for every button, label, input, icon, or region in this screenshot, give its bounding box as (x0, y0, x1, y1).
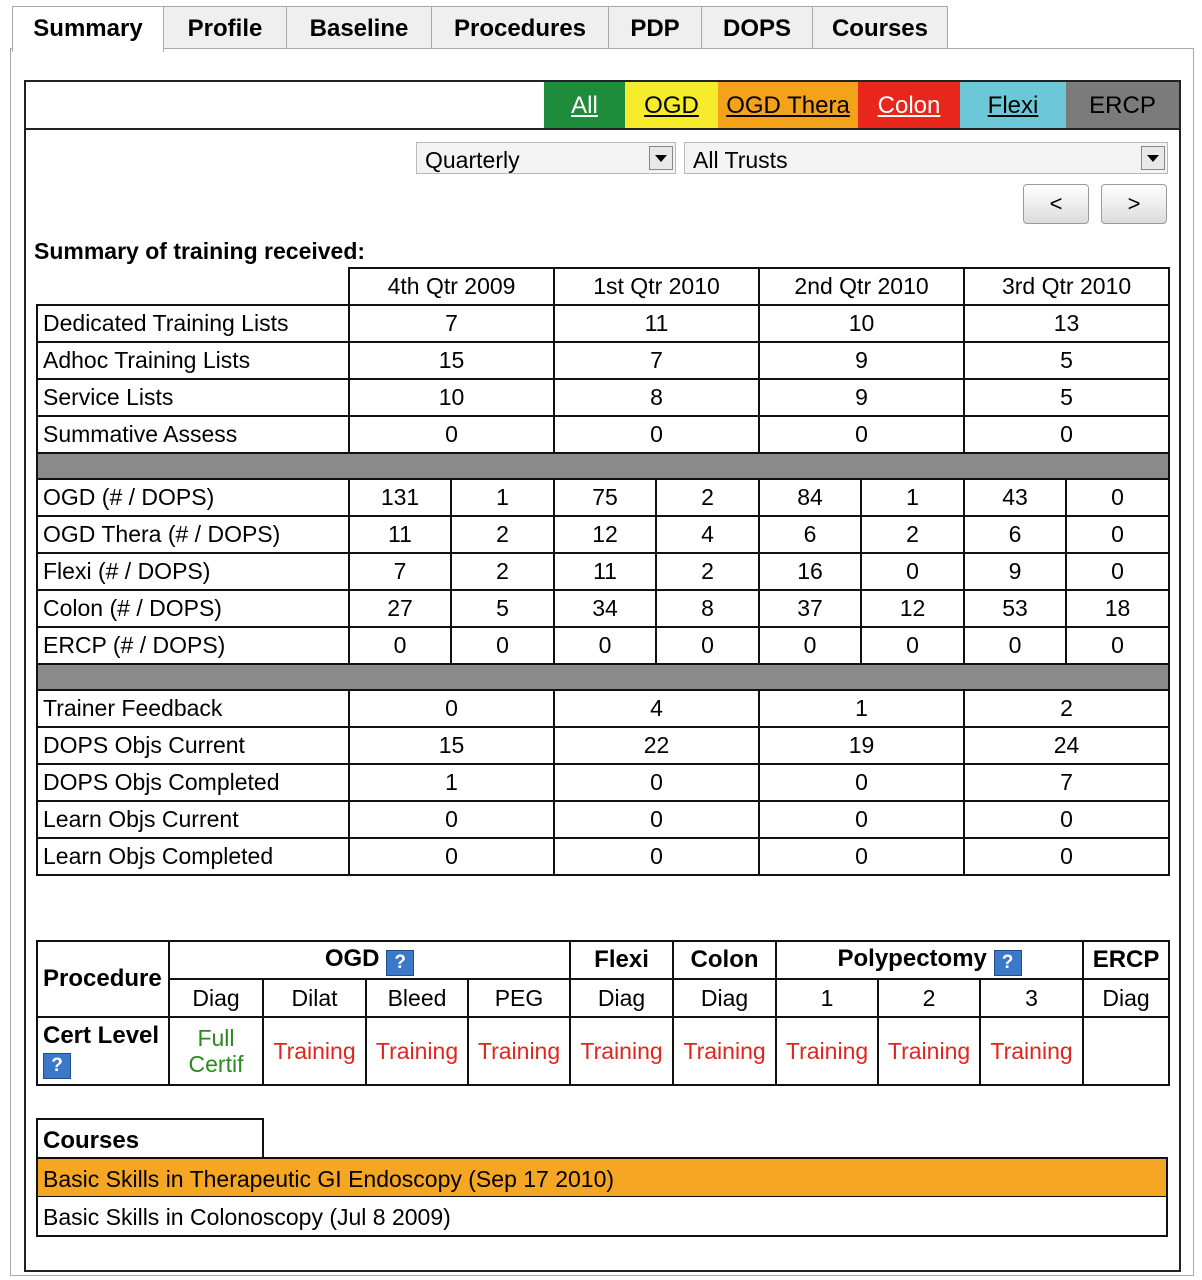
value-cell: 0 (1066, 627, 1169, 664)
separator-row (37, 664, 1169, 690)
value-cell: 18 (1066, 590, 1169, 627)
procedure-sub-header: Dilat (263, 979, 366, 1017)
value-cell: 0 (554, 838, 759, 875)
cert-level-value: Training (273, 1037, 356, 1064)
previous-period-button[interactable]: < (1023, 184, 1089, 224)
value-cell: 11 (554, 305, 759, 342)
procedure-filter-bar (24, 80, 1181, 130)
value-cell: 7 (964, 764, 1169, 801)
value-cell: 12 (861, 590, 964, 627)
row-label: DOPS Objs Completed (37, 764, 349, 801)
tab-summary[interactable]: Summary (12, 6, 164, 52)
value-cell: 6 (759, 516, 861, 553)
summary-heading: Summary of training received: (34, 238, 366, 264)
row-label: ERCP (# / DOPS) (37, 627, 349, 664)
chevron-down-icon (649, 146, 673, 170)
row-label: Dedicated Training Lists (37, 305, 349, 342)
procedure-group-name: ERCP (1092, 946, 1160, 973)
tab-baseline[interactable]: Baseline (286, 6, 432, 48)
filter-flexi-button[interactable]: Flexi (960, 82, 1066, 128)
quarter-header: 3rd Qtr 2010 (964, 268, 1169, 305)
value-cell: 12 (554, 516, 656, 553)
row-label: Colon (# / DOPS) (37, 590, 349, 627)
procedure-group-header (673, 941, 776, 979)
filter-ercp-button[interactable]: ERCP (1066, 82, 1179, 128)
value-cell: 0 (759, 764, 964, 801)
row-label: OGD Thera (# / DOPS) (37, 516, 349, 553)
value-cell: 9 (759, 342, 964, 379)
cert-level-cell (673, 1017, 776, 1085)
value-cell: 0 (349, 416, 554, 453)
value-cell: 2 (656, 479, 759, 516)
procedure-label: Procedure (37, 941, 169, 1017)
value-cell: 0 (759, 627, 861, 664)
filter-all-button[interactable]: All (544, 82, 625, 128)
value-cell: 2 (656, 553, 759, 590)
value-cell: 0 (1066, 516, 1169, 553)
value-cell: 4 (656, 516, 759, 553)
procedure-sub-header: Diag (169, 979, 263, 1017)
value-cell: 5 (964, 379, 1169, 416)
value-cell: 5 (964, 342, 1169, 379)
procedure-group-name: Colon (690, 946, 759, 973)
table-row (37, 690, 1169, 727)
separator-row (37, 453, 1169, 479)
value-cell: 1 (759, 690, 964, 727)
value-cell: 2 (861, 516, 964, 553)
help-icon[interactable]: ? (994, 950, 1022, 976)
cert-level-row (37, 1017, 1169, 1085)
period-select-value: Quarterly (425, 147, 520, 173)
filter-colon-button[interactable]: Colon (858, 82, 960, 128)
header-blank-cell (37, 268, 349, 305)
table-row (37, 416, 1169, 453)
value-cell: 0 (964, 838, 1169, 875)
row-label: Flexi (# / DOPS) (37, 553, 349, 590)
value-cell: 75 (554, 479, 656, 516)
table-row (37, 305, 1169, 342)
procedure-sub-header: Diag (570, 979, 673, 1017)
value-cell: 2 (451, 516, 554, 553)
quarter-header: 1st Qtr 2010 (554, 268, 759, 305)
procedure-sub-header: 2 (878, 979, 980, 1017)
value-cell: 53 (964, 590, 1066, 627)
cert-level-value: Training (990, 1037, 1073, 1064)
value-cell: 0 (349, 627, 451, 664)
value-cell: 0 (1066, 479, 1169, 516)
value-cell: 7 (554, 342, 759, 379)
value-cell: 0 (451, 627, 554, 664)
value-cell: 2 (451, 553, 554, 590)
value-cell: 7 (349, 305, 554, 342)
tab-procedures[interactable]: Procedures (431, 6, 609, 48)
procedure-group-header (776, 941, 1083, 979)
row-label: DOPS Objs Current (37, 727, 349, 764)
help-icon[interactable]: ? (43, 1053, 71, 1079)
procedure-sub-row (37, 979, 1169, 1017)
value-cell: 1 (861, 479, 964, 516)
cert-level-value: Training (785, 1037, 869, 1064)
separator-bar (37, 453, 1169, 479)
row-label: Learn Objs Completed (37, 838, 349, 875)
value-cell: 0 (554, 801, 759, 838)
value-cell: 131 (349, 479, 451, 516)
table-row (37, 479, 1169, 516)
procedure-group-row (37, 941, 1169, 979)
value-cell: 19 (759, 727, 964, 764)
cert-level-cell (980, 1017, 1083, 1085)
cert-level-cell (169, 1017, 263, 1085)
cert-level-label: Cert Level (43, 1022, 160, 1049)
value-cell: 0 (554, 416, 759, 453)
procedure-group-name: OGD (324, 944, 380, 972)
value-cell: 34 (554, 590, 656, 627)
row-label: OGD (# / DOPS) (37, 479, 349, 516)
value-cell: 24 (964, 727, 1169, 764)
cert-level-value: Training (887, 1037, 971, 1064)
row-label: Service Lists (37, 379, 349, 416)
value-cell: 10 (349, 379, 554, 416)
value-cell: 6 (964, 516, 1066, 553)
procedure-group-header (169, 941, 570, 979)
value-cell: 0 (554, 764, 759, 801)
cert-level-cell (263, 1017, 366, 1085)
quarter-header: 2nd Qtr 2010 (759, 268, 964, 305)
value-cell: 43 (964, 479, 1066, 516)
cert-level-value: Training (683, 1037, 766, 1064)
course-item[interactable]: Basic Skills in Therapeutic GI Endoscopy (Sep 17 2010) (38, 1159, 1166, 1197)
procedure-group-name: Flexi (594, 946, 649, 973)
table-row (37, 379, 1169, 416)
value-cell: 22 (554, 727, 759, 764)
value-cell: 1 (451, 479, 554, 516)
cert-level-cell (570, 1017, 673, 1085)
value-cell: 11 (349, 516, 451, 553)
value-cell: 0 (759, 801, 964, 838)
value-cell: 15 (349, 342, 554, 379)
value-cell: 2 (964, 690, 1169, 727)
value-cell: 0 (759, 838, 964, 875)
course-item[interactable]: Basic Skills in Colonoscopy (Jul 8 2009) (43, 1204, 451, 1230)
value-cell: 16 (759, 553, 861, 590)
value-cell: 0 (349, 838, 554, 875)
chevron-down-icon (1141, 146, 1165, 170)
quarter-header-row (37, 268, 1169, 305)
value-cell: 84 (759, 479, 861, 516)
value-cell: 0 (861, 627, 964, 664)
value-cell: 0 (964, 627, 1066, 664)
value-cell: 4 (554, 690, 759, 727)
period-select[interactable] (416, 142, 676, 174)
value-cell: 15 (349, 727, 554, 764)
separator-bar (37, 664, 1169, 690)
value-cell: 9 (759, 379, 964, 416)
value-cell: 0 (349, 801, 554, 838)
filter-ogd-thera-button[interactable]: OGD Thera (718, 82, 858, 128)
value-cell: 8 (554, 379, 759, 416)
procedure-group-header (570, 941, 673, 979)
procedure-group-header (1083, 941, 1169, 979)
trust-select-value: All Trusts (693, 147, 788, 173)
cert-level-cell (468, 1017, 570, 1085)
cert-level-cell (878, 1017, 980, 1085)
value-cell: 27 (349, 590, 451, 627)
row-label: Summative Assess (37, 416, 349, 453)
table-row (37, 764, 1169, 801)
procedure-sub-header: PEG (468, 979, 570, 1017)
procedure-group-name: Polypectomy (837, 944, 987, 972)
help-icon-wrapper (43, 1049, 168, 1079)
tab-pdp[interactable]: PDP (608, 6, 702, 48)
filter-ogd-button[interactable]: OGD (625, 82, 718, 128)
table-row (37, 342, 1169, 379)
tab-dops[interactable]: DOPS (701, 6, 813, 48)
training-summary-table (36, 267, 1170, 876)
value-cell: 10 (759, 305, 964, 342)
trust-select[interactable] (684, 142, 1168, 174)
procedure-sub-header: Bleed (366, 979, 468, 1017)
next-period-button[interactable]: > (1101, 184, 1167, 224)
procedure-sub-header: Diag (673, 979, 776, 1017)
row-label: Trainer Feedback (37, 690, 349, 727)
value-cell: 11 (554, 553, 656, 590)
table-row (37, 838, 1169, 875)
row-label: Learn Objs Current (37, 801, 349, 838)
quarter-header: 4th Qtr 2009 (349, 268, 554, 305)
value-cell: 8 (656, 590, 759, 627)
cert-level-value: Full Certif (188, 1025, 244, 1077)
value-cell: 13 (964, 305, 1169, 342)
value-cell: 0 (656, 627, 759, 664)
cert-level-cell (366, 1017, 468, 1085)
value-cell: 37 (759, 590, 861, 627)
cert-level-value: Training (580, 1037, 663, 1064)
value-cell: 0 (759, 416, 964, 453)
value-cell: 5 (451, 590, 554, 627)
certification-table (36, 940, 1170, 1086)
table-row (37, 590, 1169, 627)
table-row (37, 516, 1169, 553)
courses-title: Courses (36, 1118, 264, 1158)
value-cell: 7 (349, 553, 451, 590)
value-cell: 0 (1066, 553, 1169, 590)
table-row (37, 553, 1169, 590)
courses-list (36, 1157, 1168, 1237)
value-cell: 9 (964, 553, 1066, 590)
cert-level-label-cell (37, 1017, 169, 1085)
tab-courses[interactable]: Courses (812, 6, 948, 48)
cert-level-cell (1083, 1017, 1169, 1085)
value-cell: 0 (554, 627, 656, 664)
procedure-sub-header: Diag (1083, 979, 1169, 1017)
help-icon[interactable]: ? (386, 950, 414, 976)
cert-level-cell (776, 1017, 878, 1085)
procedure-sub-header: 1 (776, 979, 878, 1017)
procedure-sub-header: 3 (980, 979, 1083, 1017)
row-label: Adhoc Training Lists (37, 342, 349, 379)
table-row (37, 801, 1169, 838)
value-cell: 0 (964, 416, 1169, 453)
cert-level-value: Training (477, 1037, 561, 1064)
value-cell: 0 (964, 801, 1169, 838)
tab-profile[interactable]: Profile (163, 6, 287, 48)
table-row (37, 627, 1169, 664)
value-cell: 1 (349, 764, 554, 801)
value-cell: 0 (349, 690, 554, 727)
table-row (37, 727, 1169, 764)
value-cell: 0 (861, 553, 964, 590)
cert-level-value: Training (375, 1037, 459, 1064)
